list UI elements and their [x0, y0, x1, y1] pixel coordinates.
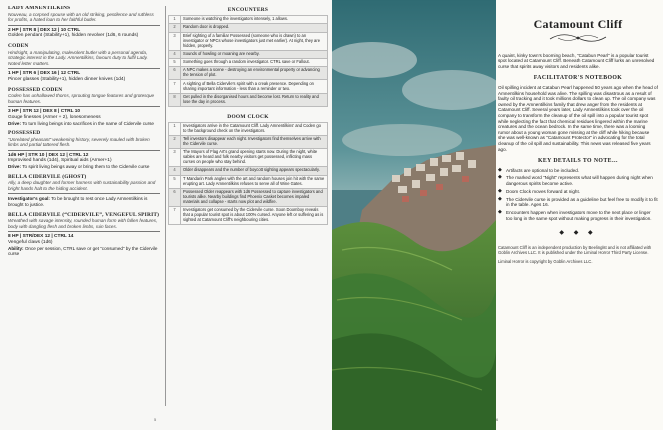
npc-drive	[8, 164, 160, 170]
row-text: Investigators get consumed by the Cidervile curse. Soon Doomboy reveals that a popular tourist spot is about 100% cursed. Anyone left or suffering as is sighted at Catamount Cliff's neighbouring cities.	[181, 206, 328, 224]
npc-gear: Vengeful claws (1d6)	[8, 240, 53, 245]
row-text: Brief sighting of a familiar Possessed (someone who is drawn) to an investigator or NPCs whose investigators just met earlier). At night, they are hidden, properly.	[181, 32, 328, 50]
npc-stats: 1d6 HP | STR 10 | DEX 12 | CTRL 12	[8, 152, 89, 158]
npc-drive	[8, 246, 160, 257]
drive-text: To spirit living beings away or bring them to the Cidervile curse	[22, 164, 150, 170]
notebook-paragraph: Oil spilling incident at Catabun Pearl happened 50 years ago when the head of Amnentilkins household was alive. The spilling was disastrous as a result of faulty oil tracking and it took millions dollars to clean up. The oil company was owned by the Amnentilkins family that drew anger from the residents at Catamount Cliff. Several years later, Lady Amnentilkins took over the oil company to transform the cleanup of the oil spill into a popular tourist spot while neglecting the fact that chemical residues lingered within the marine creatures and the ocean bedrock. In the same time, there was a looming rumor about a young woman gone missing at the cliff while hiking because she was well-known as "Catamount Protector" in advocating for the total cleanup of the oil spill and sustainability. This news was released five years ago.	[498, 84, 658, 152]
drive-label: Investigator's goal:	[8, 196, 50, 202]
table-row	[169, 80, 328, 93]
row-text: Get pulled in the disorganised hours and become lost. Return to reality and lose the day in process.	[181, 93, 328, 106]
column-divider	[165, 6, 166, 406]
table-row	[169, 24, 328, 32]
row-number: 3	[169, 149, 181, 167]
table-row	[169, 16, 328, 24]
table-row	[169, 50, 328, 58]
list-item	[498, 175, 658, 186]
row-text: A sighting of Bella Cidervile's spirit with a creak presence. Depending on sharing important information - less than a reminder or two.	[181, 80, 328, 93]
drive-text: Once per session, CTRL save or get “consumed” by the Cidervile curse	[8, 245, 158, 257]
row-number: 2	[169, 135, 181, 148]
divider	[8, 68, 160, 69]
npc-description: Wreathed with savage intensity, rounded human form with fallen features, body with dangling flesh and broken limbs, ruin faces.	[8, 218, 158, 229]
diamond-bullet-icon: ◆	[498, 166, 502, 173]
row-text: Sounds of howling or moaning are nearby.	[181, 50, 328, 58]
npc-name: BELLA CIDERVILE (GHOST)	[8, 173, 87, 180]
encounters-table	[168, 15, 328, 107]
npc-drive	[8, 121, 160, 127]
drive-label: Ability:	[8, 245, 24, 251]
drive-label: Drive:	[8, 120, 22, 126]
list-item	[498, 189, 658, 195]
npc-name: BELLA CIDERVILE (“CIDERVILE”, VENGEFUL SPIRIT)	[8, 211, 160, 218]
row-text: Someone is watching the investigators intensely, 1 allows.	[181, 16, 328, 24]
npc-description: Ally, a deep daughter and former harness with sustainability passion and bright hands halt to the hiding accident.	[8, 180, 156, 191]
npc-description: “Unrelated pheasant” weakening history, severely mauled with broken limbs and partial tattered flesh.	[8, 136, 150, 148]
diamond-bullet-icon: ◆	[498, 187, 502, 194]
row-text: T Mandarin Park angles with the art and random houses join hit with the same erupting art. Lady Amnentilkins refuses to serve all of Wine Gates.	[181, 175, 328, 188]
table-row	[169, 206, 328, 224]
row-text: Tell investors disappear each night. Investigators find themselves arrive with the Cidervile curse.	[181, 135, 328, 148]
copyright-note: Liminal Horror is copyright by Goblin Archives LLC.	[498, 258, 593, 264]
table-row	[169, 58, 328, 66]
table-row	[169, 175, 328, 188]
row-text: Possessed Older reappears with 1d6 Possessed to capture investigators and tourists alike. Nearby buildings find Phoenix Casket becomes impaled materials and collapse - starts now plot and wildfire.	[181, 188, 328, 206]
bullet-text: Artifacts are optional to be included.	[506, 167, 580, 173]
npc-gear: Pincer glasses (Stability+1), hidden dinner knives (1d4)	[8, 76, 126, 82]
npc-entry	[8, 213, 160, 257]
npc-gear: Improvised hands (1d4), Spiritual aids (Armer+1)	[8, 158, 112, 164]
page-number-right: 6	[496, 417, 499, 422]
table-row	[169, 32, 328, 50]
key-details-heading: KEY DETAILS TO NOTE…	[537, 158, 619, 165]
npc-column	[8, 6, 160, 418]
table-row	[169, 67, 328, 80]
list-item	[498, 210, 658, 221]
page-number-left: 5	[154, 417, 157, 422]
row-text: Random door is dropped.	[181, 24, 328, 32]
divider	[8, 193, 160, 194]
row-number: 5	[169, 58, 181, 66]
row-number: 3	[169, 32, 181, 50]
npc-description: Hindsight, a manipulating, malevolent butler with a personal agenda, strategic interest in the Lady. Amnentilkins, favours duty to fulfil Lady. Noted letter matters.	[8, 49, 148, 66]
npc-gear: Gouge finesses (Armer + 2), lonesomeness	[8, 114, 101, 120]
row-number: 4	[169, 167, 181, 175]
flourish-ornament-icon	[498, 31, 658, 45]
bullet-text: Doom Clock moves forward at night.	[506, 188, 581, 194]
npc-name: POSSESSED	[8, 130, 41, 137]
table-row	[169, 93, 328, 106]
row-number: 1	[169, 122, 181, 135]
row-number: 6	[169, 188, 181, 206]
row-number: 4	[169, 50, 181, 58]
drive-text: To be brought to rest once Lady Amnentilkins is brought to justice.	[8, 196, 148, 208]
page-title: Catamount Cliff	[533, 17, 623, 31]
npc-entry	[8, 44, 160, 83]
table-row	[169, 135, 328, 148]
list-item	[498, 197, 658, 208]
section-break-ornament: ◆ ◆ ◆	[559, 230, 597, 237]
table-row	[169, 167, 328, 175]
bullet-text: The Cidervile curse is provided as a guideline but feel free to modify it to fit in the table. Ages 16.	[506, 196, 658, 208]
drive-label: Drive:	[8, 164, 22, 170]
row-number: 7	[169, 206, 181, 224]
npc-entry	[8, 175, 160, 208]
npc-entry	[8, 131, 160, 170]
npc-description: Coden has unhallowed thorns, sprouting tongue features and grotesque human features.	[8, 93, 155, 104]
row-text: Something goes through a random investigator. CTRL save or Fallout.	[181, 58, 328, 66]
row-number: 6	[169, 67, 181, 80]
table-row	[169, 122, 328, 135]
drive-text: To turn living beings into sacrifices in the name of Cidervile curse	[22, 120, 154, 126]
npc-name: CODEN	[8, 42, 29, 49]
npc-drive	[8, 196, 160, 207]
divider	[8, 106, 160, 107]
diamond-bullet-icon: ◆	[498, 195, 502, 202]
npc-name: LADY AMNENTILKINS	[8, 6, 71, 11]
npc-stats: 8 HP | STR/DEX 12 | CTRL 14	[8, 234, 74, 240]
license-note: Catamount Cliff is an independent production by Beelinglst and is not affiliated with Goblin Archives LLC. It is published under the Liminal Horror Third Party License.	[498, 244, 652, 255]
encounters-heading: ENCOUNTERS	[227, 7, 269, 13]
cliff-town-photo	[332, 0, 499, 430]
intro-paragraph: A quaint, kinky town's booming beach, "Catabun Pearl" is a popular tourist spot located at Catamount Cliff. Beneath Catamount Cliff lurks an unresolved curse that spirits away visitors and residents alike.	[498, 52, 655, 69]
row-number: 1	[169, 16, 181, 24]
divider	[8, 231, 160, 232]
row-text: Older disappears and the number of boycott sighting appears spectacularly.	[181, 167, 328, 175]
npc-stats: 3 HP | STR 12 | DEX 8 | CTRL 10	[8, 109, 81, 115]
npc-name: POSSESSED CODEN	[8, 86, 63, 93]
doom-clock-heading: DOOM CLOCK	[227, 113, 269, 120]
row-number: 7	[169, 80, 181, 93]
tables-column	[168, 6, 328, 416]
row-number: 5	[169, 175, 181, 188]
bullet-text: Encounters happen when investigators move to the next place or linger too long in the same spot without making progress in their investigation.	[506, 210, 652, 221]
divider	[8, 150, 160, 151]
npc-stats: 1 HP | STR 6 | DEX 16 | 12 CTRL	[8, 71, 81, 77]
table-row	[169, 188, 328, 206]
row-text: Investigators arrive in the Catamount Cliff. Lady Amnentilkins' and Coden go to the background check on the investigators.	[181, 122, 328, 135]
row-number: 8	[169, 93, 181, 106]
intro-column	[498, 6, 658, 424]
npc-entry	[8, 88, 160, 127]
diamond-bullet-icon: ◆	[498, 209, 502, 215]
bullet-text: The marked word "Night" represents what will happen during night when dangerous spirits become active.	[506, 175, 653, 187]
npc-description: Nouveau, a corpsed spouse with an old striking, pestilence and ruthless for profits, a hated loan to her faithful butler.	[8, 11, 154, 23]
row-text: The Mayors of Flag Art's grand opening starts now. During the night, white sables are heard and folk nearby visitors get possessed, inflicting mass curses on people who stay behind.	[181, 149, 328, 167]
npc-stats: 2 HP | STR 8 | DEX 12 | 10 CTRL	[8, 27, 81, 33]
doom-clock-table	[168, 122, 328, 225]
divider	[8, 25, 160, 26]
row-text: A NPC makes a scene - destroying an environmental property or advancing the tension of plot.	[181, 67, 328, 80]
npc-entry	[8, 6, 160, 39]
key-details-list	[498, 168, 658, 222]
row-number: 2	[169, 24, 181, 32]
table-row	[169, 149, 328, 167]
list-item	[498, 168, 658, 174]
facilitator-notebook-heading: FACILITATOR'S NOTEBOOK	[533, 75, 623, 82]
npc-gear: Golden pendant (Stability+1), hidden revolver (1d6, 6 rounds)	[8, 33, 139, 39]
diamond-bullet-icon: ◆	[498, 174, 502, 181]
right-page	[332, 0, 663, 430]
